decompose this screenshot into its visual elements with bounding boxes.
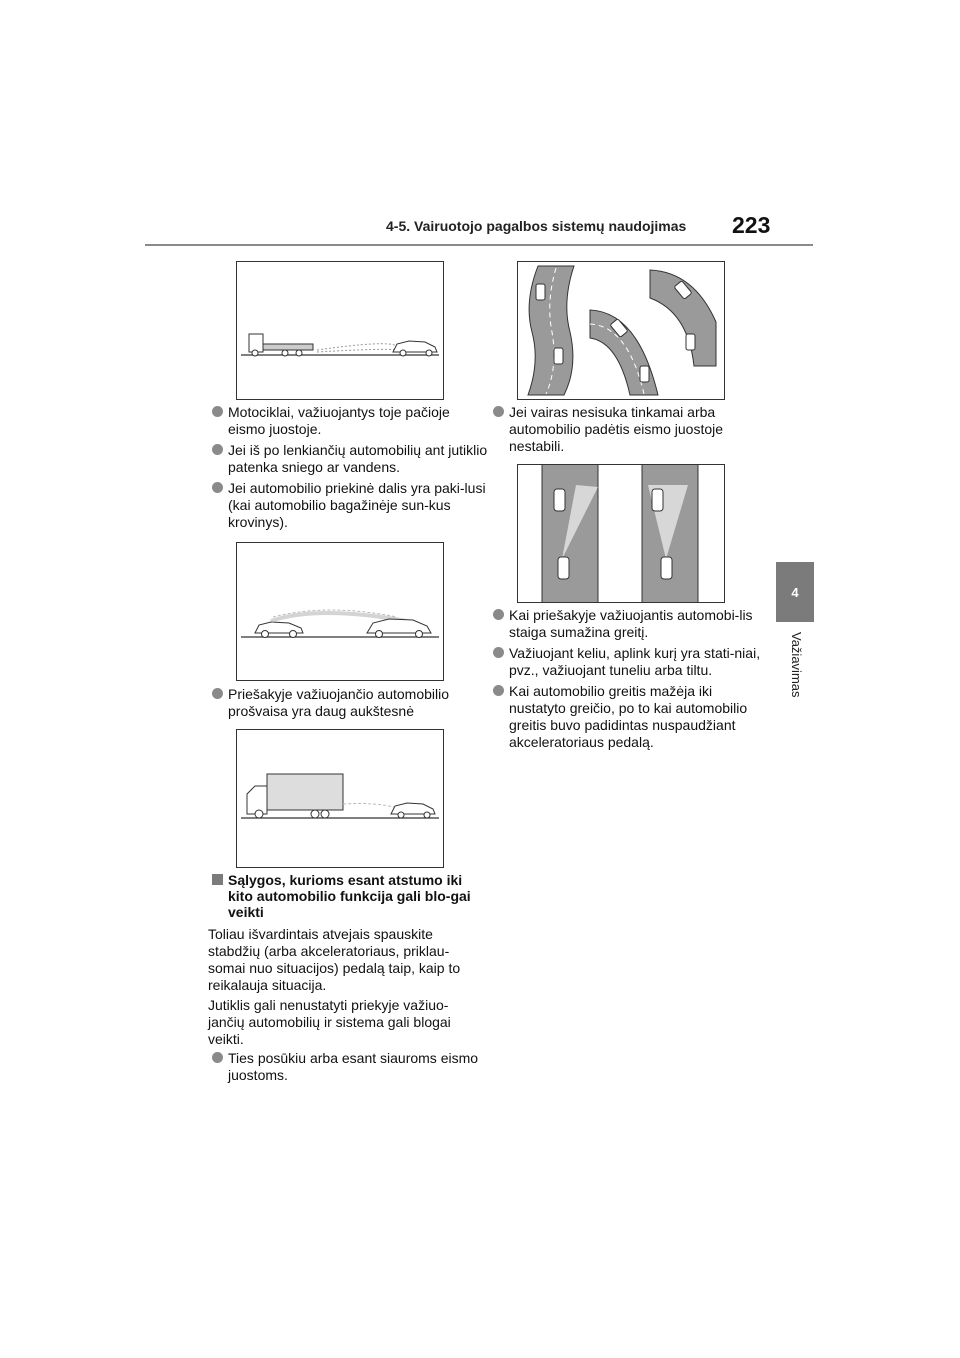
- bullet-item: Jei iš po lenkiančių automobilių ant jutiklio patenka sniego ar vandens.: [212, 442, 488, 476]
- bullet-item: Motociklai, važiuojantys toje pačioje eismo juostoje.: [212, 404, 488, 438]
- subheading: Sąlygos, kurioms esant atstumo iki kito automobilio funkcija gali blo-gai veikti: [212, 872, 490, 920]
- header-title: 4-5. Vairuotojo pagalbos sistemų naudojimas: [386, 218, 687, 234]
- bullet-dot-icon: [493, 647, 504, 658]
- bullet-item: Jei vairas nesisuka tinkamai arba automobilio padėtis eismo juostoje nestabili.: [493, 404, 771, 455]
- header-divider: [145, 244, 813, 246]
- figure-curved-roads: [517, 261, 725, 400]
- chapter-number: 4: [791, 584, 799, 600]
- bullet-dot-icon: [212, 688, 223, 699]
- figure-lane-position: [517, 464, 725, 603]
- bullet-dot-icon: [212, 1052, 223, 1063]
- bullet-dot-icon: [493, 609, 504, 620]
- page-number: 223: [732, 212, 771, 238]
- bullet-dot-icon: [212, 444, 223, 455]
- bullet-dot-icon: [493, 406, 504, 417]
- bullet-dot-icon: [212, 406, 223, 417]
- bullet-item: Ties posūkiu arba esant siauroms eismo juostoms.: [212, 1050, 488, 1084]
- paragraph: Toliau išvardintais atvejais spauskite stabdžių (arba akceleratoriaus, priklau-somai nuo situacijos) pedalą taip, kaip to reikalauja situacija.: [208, 926, 461, 993]
- bullet-item: Važiuojant keliu, aplink kurį yra stati-niai, pvz., važiuojant tuneliu arba tiltu.: [493, 645, 771, 679]
- subheading-square-icon: [212, 874, 223, 885]
- paragraph: Jutiklis gali nenustatyti priekyje važiuo-jančių automobilių ir sistema gali blogai veikti.: [208, 997, 451, 1047]
- figure-spray-cars: [236, 542, 444, 681]
- bullet-item: Jei automobilio priekinė dalis yra paki-lusi (kai automobilio bagažinėje sun-kus krovinys).: [212, 480, 488, 531]
- bullet-item: Kai automobilio greitis mažėja iki nustatyto greičio, po to kai automobilio greitis buvo padidintas nuspaudžiant akceleratoriaus pedalą.: [493, 683, 771, 751]
- chapter-tab: [776, 562, 814, 622]
- bullet-item: Priešakyje važiuojančio automobilio prošvaisa yra daug aukštesnė: [212, 686, 488, 720]
- bullet-dot-icon: [493, 685, 504, 696]
- bullet-item: Kai priešakyje važiuojantis automobi-lis staiga sumažina greitį.: [493, 607, 771, 641]
- section-label: Važiavimas: [789, 632, 804, 698]
- figure-motorcycle-sensor: [236, 261, 444, 400]
- bullet-dot-icon: [212, 482, 223, 493]
- figure-truck-clearance: [236, 729, 444, 868]
